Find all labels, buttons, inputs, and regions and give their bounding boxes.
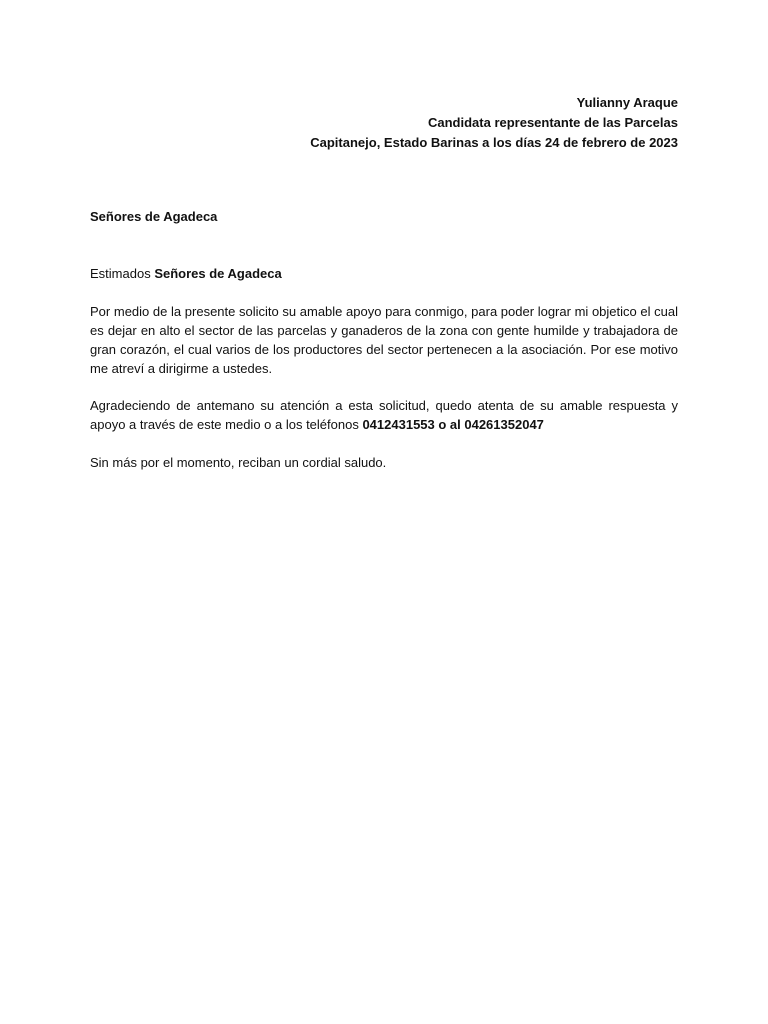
salutation-name: Señores de Agadeca — [154, 266, 282, 281]
salutation-prefix: Estimados — [90, 266, 155, 281]
sender-block — [90, 93, 678, 153]
place-and-date: Capitanejo, Estado Barinas a los días 24 de febrero de 2023 — [310, 135, 678, 150]
sender-name: Yulianny Araque — [576, 95, 678, 110]
phone-numbers: 0412431553 o al 04261352047 — [362, 417, 544, 432]
closing-line: Sin más por el momento, reciban un cordial saludo. — [90, 455, 387, 470]
body-paragraph-request: Por medio de la presente solicito su amable apoyo para conmigo, para poder lograr mi objetico el cual es dejar en alto el sector de las parcelas y ganaderos de la zona con gente humilde y trabajadora de gran corazón, el cual varios de los productores del sector pertenecen a la asociación. Por ese motivo me atreví a dirigirme a ustedes. — [90, 304, 678, 376]
sender-role: Candidata representante de las Parcelas — [427, 115, 678, 130]
body-paragraph-thanks — [90, 396, 678, 434]
salutation — [90, 264, 678, 283]
thanks-text: Agradeciendo de antemano su atención a esta solicitud, quedo atenta de su amable respuesta y apoyo a través de este medio o a los teléfonos — [90, 398, 678, 432]
recipient: Señores de Agadeca — [90, 209, 218, 224]
